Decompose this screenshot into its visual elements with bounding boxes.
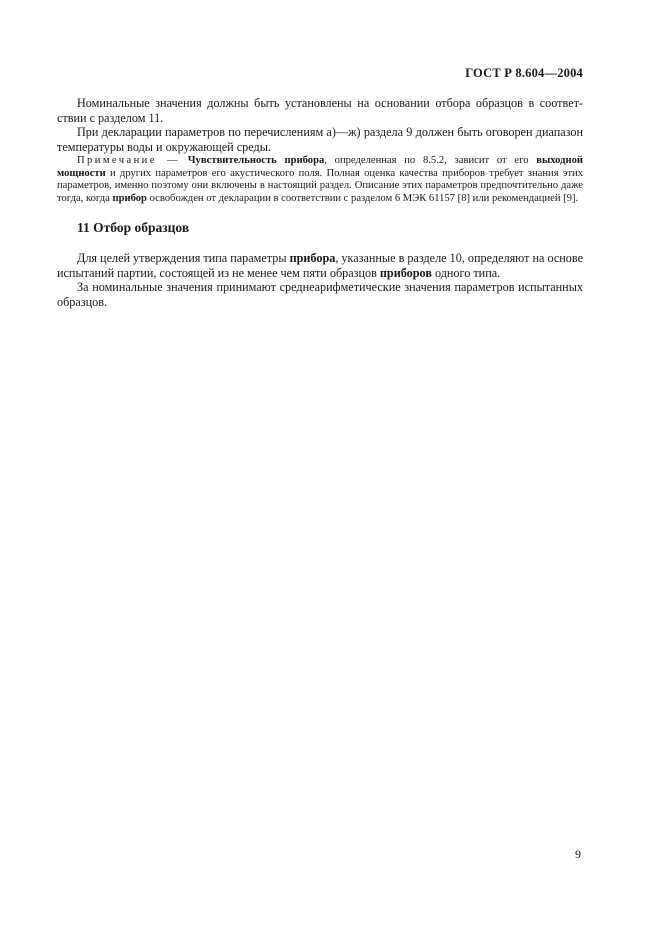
section-heading: 11 Отбор образцов (77, 220, 190, 235)
note-term-output-power: выходной мощности (57, 155, 583, 179)
paragraph-declaration: При декларации параметров по перечислениям а)—ж) раздела 9 должен быть оговорен диапазон температуры воды и окружающей среды. (57, 125, 583, 154)
text: одного типа. (431, 265, 501, 280)
note-term-device: прибор (112, 192, 147, 204)
note-text: и других параметров его акустического поля. Полная оценка качества приборов требует знания этих параметров, именно поэтому они включены в настоящий раздел. Описание этих параметров предпочтительно даже тогда, когда (57, 167, 583, 204)
note-text: освобожден от декларации в соответствии с разделом 6 МЭК 61157 [8] или рекомендацией [9]. (146, 192, 579, 204)
section-11 (57, 220, 583, 236)
note-paragraph (57, 155, 583, 205)
document-id-header: ГОСТ Р 8.604—2004 (465, 66, 583, 80)
note-label: Примечание — (77, 155, 180, 166)
paragraph-nominal-values: Номинальные значения должны быть установлены на основании отбора образцов в соответ-ствии с разделом 11. (57, 96, 583, 125)
page-number: 9 (575, 847, 581, 861)
paragraph-type-approval (57, 251, 583, 280)
text: Для целей утверждения типа параметры (77, 251, 290, 265)
intro-paragraphs (57, 96, 583, 154)
note-text: , определенная по 8.5.2, зависит от его (324, 155, 537, 166)
note-term-sensitivity: Чувствительность прибора (187, 155, 325, 166)
text: , указанные в разделе 10, определяют на основе испытаний партии, состоящей из не менее чем пяти образцов (57, 251, 583, 280)
term-devices: приборов (379, 265, 432, 280)
note-block (57, 155, 583, 205)
term-device: прибора (289, 251, 336, 265)
section-11-body (57, 251, 583, 309)
paragraph-nominal-mean: За номинальные значения принимают среднеарифметические значения параметров испытанных образцов. (57, 280, 583, 309)
